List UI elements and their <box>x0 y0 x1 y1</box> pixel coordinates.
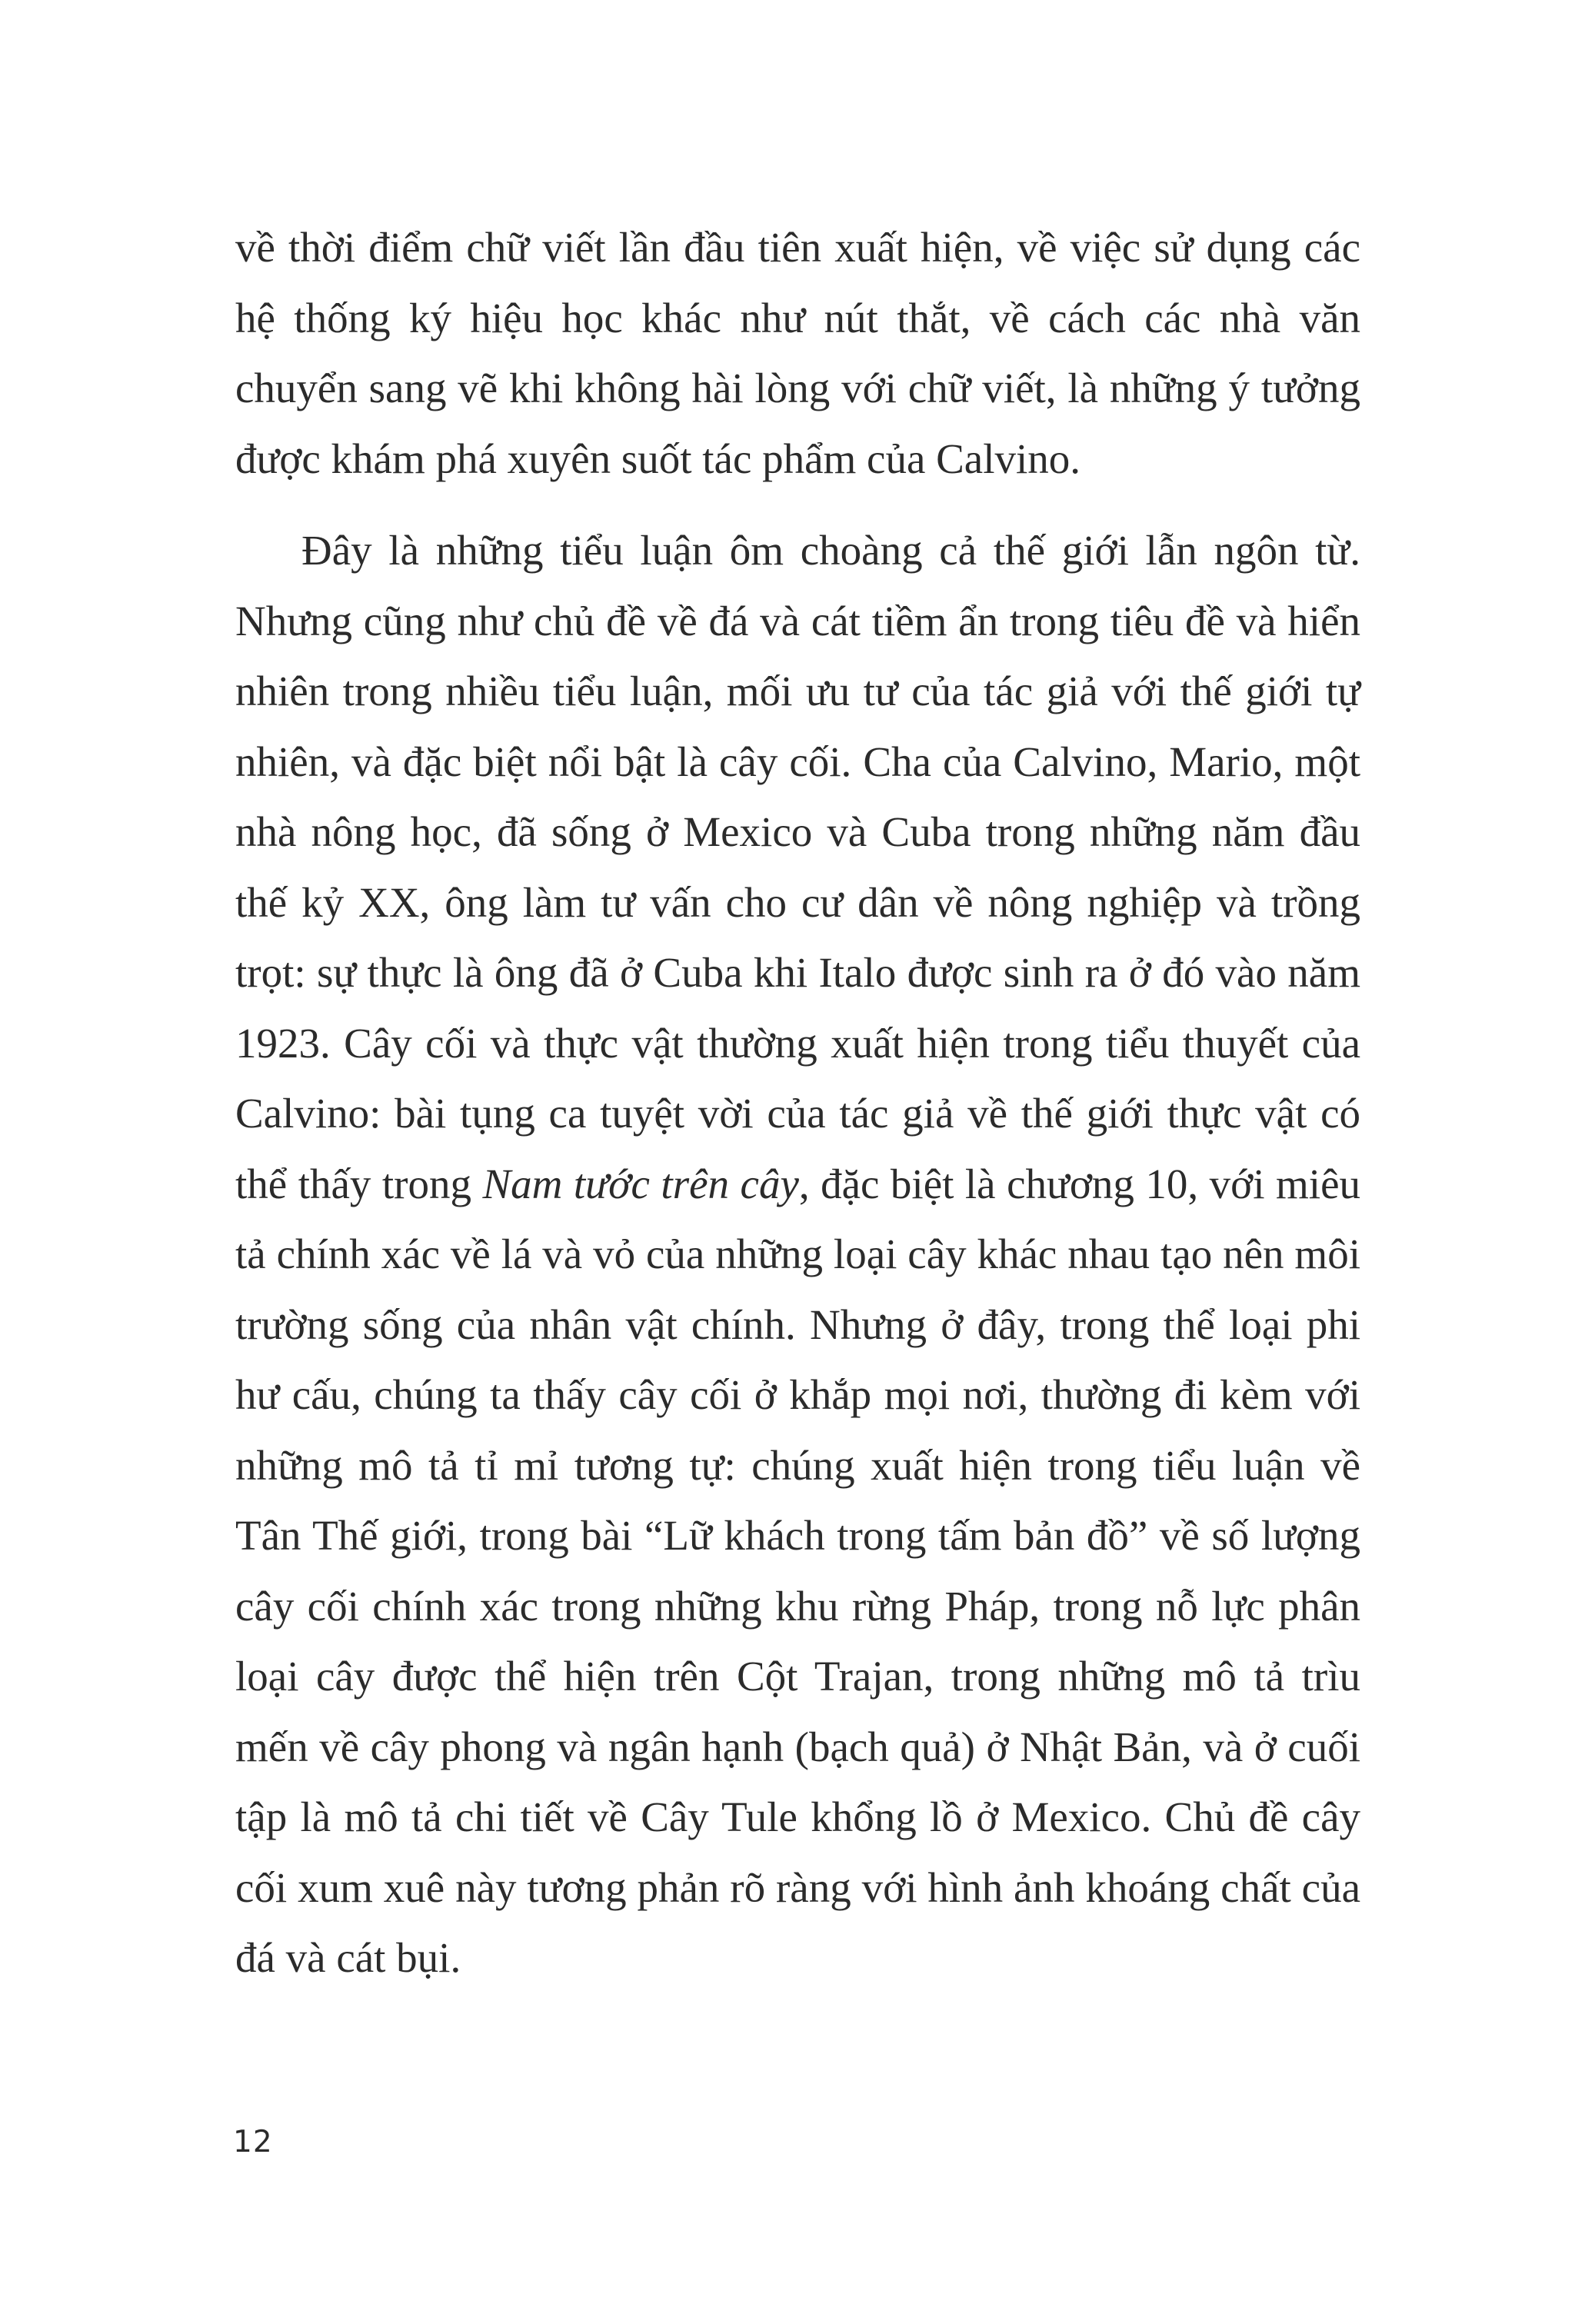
book-title-italic: Nam tước trên cây <box>482 1160 799 1207</box>
paragraph-2-text-start: Đây là những tiểu luận ôm choàng cả thế giới lẫn ngôn từ. Nhưng cũng như chủ đề về đá và cát tiềm ẩn trong tiêu đề và hiển nhiên trong nhiều tiểu luận, mối ưu tư của tác giả với thế giới tự nhiên, và đặc biệt nổi bật là cây cối. Cha của Calvino, Mario, một nhà nông học, đã sống ở Mexico và Cuba trong những năm đầu thế kỷ XX, ông làm tư vấn cho cư dân về nông nghiệp và trồng trọt: sự thực là ông đã ở Cuba khi Italo được sinh ra ở đó vào năm 1923. Cây cối và thực vật thường xuất hiện trong tiểu thuyết của Calvino: bài tụng ca tuyệt vời của tác giả về thế giới thực vật có thể thấy trong <box>235 527 1360 1207</box>
paragraph-2 <box>235 515 1360 1993</box>
body-text <box>235 212 1360 1993</box>
paragraph-1 <box>235 212 1360 494</box>
page-number: 12 <box>233 2125 273 2159</box>
paragraph-2-text-end: , đặc biệt là chương 10, với miêu tả chính xác về lá và vỏ của những loại cây khác nhau tạo nên môi trường sống của nhân vật chính. Nhưng ở đây, trong thể loại phi hư cấu, chúng ta thấy cây cối ở khắp mọi nơi, thường đi kèm với những mô tả tỉ mỉ tương tự: chúng xuất hiện trong tiểu luận về Tân Thế giới, trong bài “Lữ khách trong tấm bản đồ” về số lượng cây cối chính xác trong những khu rừng Pháp, trong nỗ lực phân loại cây được thể hiện trên Cột Trajan, trong những mô tả trìu mến về cây phong và ngân hạnh (bạch quả) ở Nhật Bản, và ở cuối tập là mô tả chi tiết về Cây Tule khổng lồ ở Mexico. Chủ đề cây cối xum xuê này tương phản rõ ràng với hình ảnh khoáng chất của đá và cát bụi. <box>235 1160 1360 1981</box>
paragraph-1-text: về thời điểm chữ viết lần đầu tiên xuất hiện, về việc sử dụng các hệ thống ký hiệu học khác như nút thắt, về cách các nhà văn chuyển sang vẽ khi không hài lòng với chữ viết, là những ý tưởng được khám phá xuyên suốt tác phẩm của Calvino. <box>235 224 1360 482</box>
